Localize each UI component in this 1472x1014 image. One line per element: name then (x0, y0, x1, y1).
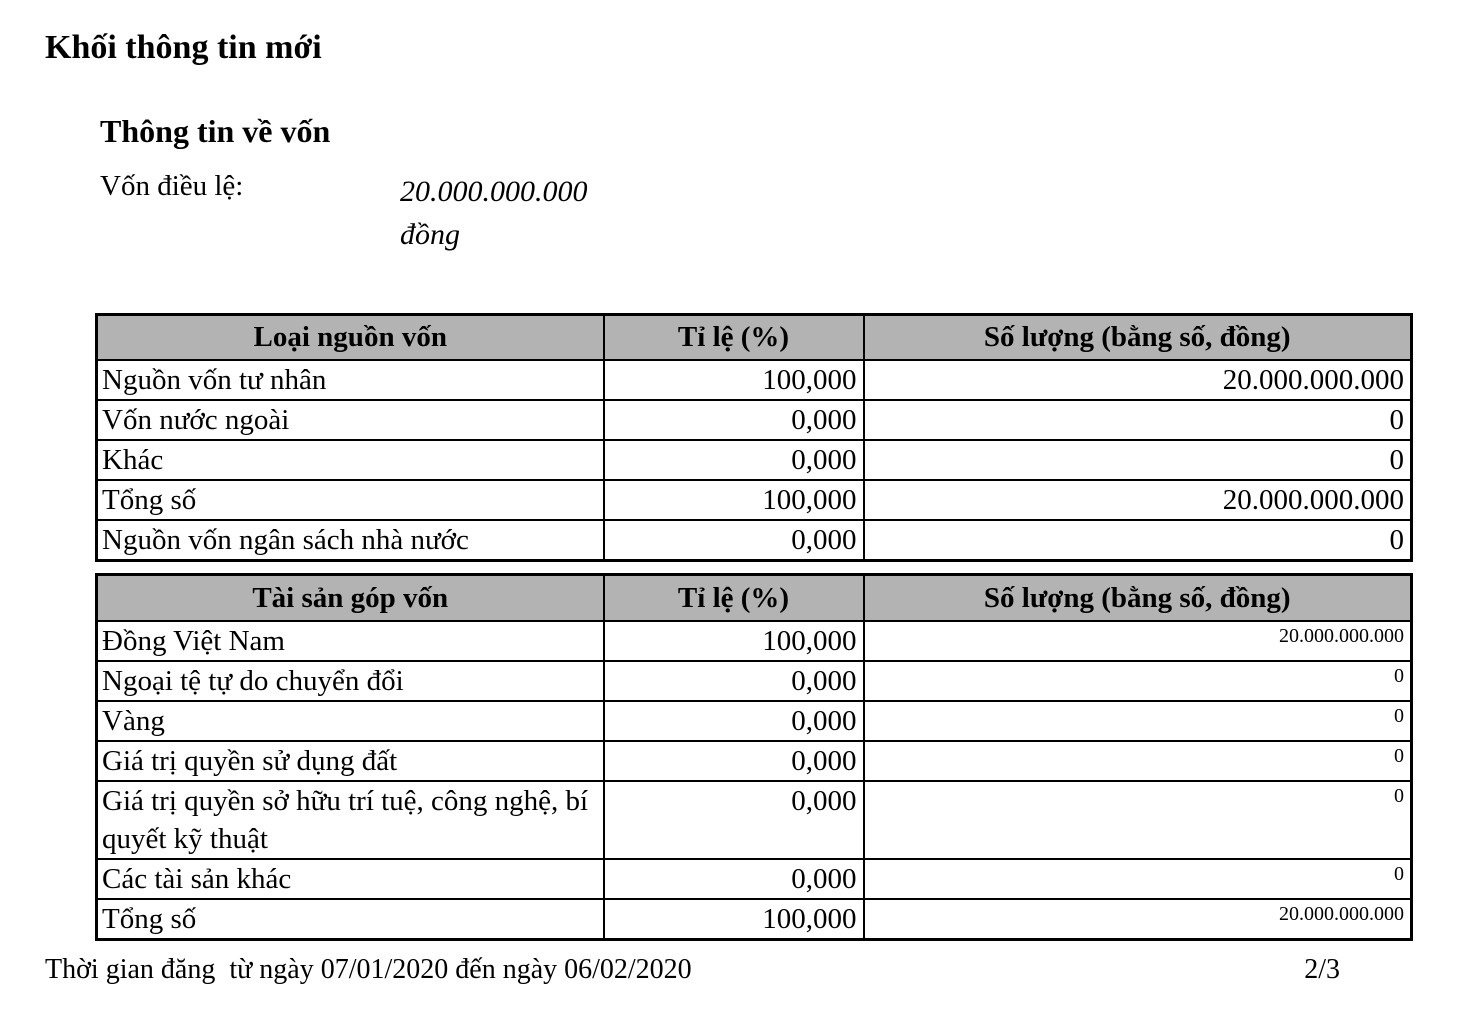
row-label: Tổng số (97, 480, 604, 520)
page-title: Khối thông tin mới (45, 29, 322, 66)
row-ratio: 0,000 (604, 701, 864, 741)
row-ratio: 0,000 (604, 781, 864, 859)
table-row (97, 661, 1412, 701)
column-header-amount: Số lượng (bằng số, đồng) (864, 314, 1412, 360)
column-header-ratio: Tỉ lệ (%) (604, 314, 864, 360)
section-title: Thông tin về vốn (100, 113, 331, 150)
table-row (97, 360, 1412, 400)
column-header-ratio: Tỉ lệ (%) (604, 575, 864, 621)
row-ratio: 0,000 (604, 741, 864, 781)
row-label: Giá trị quyền sở hữu trí tuệ, công nghệ, bí quyết kỹ thuật (97, 781, 604, 859)
row-label: Vàng (97, 701, 604, 741)
column-header-asset: Tài sản góp vốn (97, 575, 604, 621)
row-label: Vốn nước ngoài (97, 400, 604, 440)
row-ratio: 0,000 (604, 520, 864, 561)
row-amount: 0 (864, 781, 1412, 859)
row-label: Khác (97, 440, 604, 480)
table-row (97, 480, 1412, 520)
row-label: Ngoại tệ tự do chuyển đổi (97, 661, 604, 701)
charter-capital-row (100, 170, 1472, 257)
row-ratio: 0,000 (604, 859, 864, 899)
row-ratio: 100,000 (604, 360, 864, 400)
row-ratio: 0,000 (604, 440, 864, 480)
table-row (97, 859, 1412, 899)
contributed-assets-table (95, 573, 1413, 941)
column-header-amount: Số lượng (bằng số, đồng) (864, 575, 1412, 621)
charter-capital-value (400, 170, 588, 257)
row-ratio: 0,000 (604, 400, 864, 440)
row-amount: 0 (864, 520, 1412, 561)
table-row (97, 781, 1412, 859)
table-row (97, 520, 1412, 561)
row-amount: 0 (864, 661, 1412, 701)
row-amount: 0 (864, 701, 1412, 741)
column-header-capital-source: Loại nguồn vốn (97, 314, 604, 360)
row-label: Nguồn vốn tư nhân (97, 360, 604, 400)
row-label: Đồng Việt Nam (97, 621, 604, 661)
page-footer (0, 941, 1472, 986)
table-row (97, 440, 1412, 480)
row-ratio: 100,000 (604, 621, 864, 661)
row-ratio: 100,000 (604, 480, 864, 520)
row-label: Giá trị quyền sử dụng đất (97, 741, 604, 781)
row-amount: 0 (864, 741, 1412, 781)
capital-source-table (95, 313, 1413, 563)
table-row (97, 741, 1412, 781)
charter-capital-label: Vốn điều lệ: (100, 169, 244, 202)
row-amount: 20.000.000.000 (864, 360, 1412, 400)
publication-period: Thời gian đăng từ ngày 07/01/2020 đến ngày 06/02/2020 (45, 953, 692, 985)
row-ratio: 100,000 (604, 899, 864, 940)
table-header-row (97, 314, 1412, 360)
table-row (97, 899, 1412, 940)
charter-capital-unit: đồng (400, 218, 460, 252)
row-amount: 0 (864, 400, 1412, 440)
row-amount: 20.000.000.000 (864, 621, 1412, 661)
row-label: Các tài sản khác (97, 859, 604, 899)
charter-capital-amount: 20.000.000.000 (400, 174, 588, 208)
table-row (97, 400, 1412, 440)
table-row (97, 701, 1412, 741)
table-header-row (97, 575, 1412, 621)
table-row (97, 621, 1412, 661)
row-amount: 0 (864, 859, 1412, 899)
row-amount: 20.000.000.000 (864, 480, 1412, 520)
row-amount: 0 (864, 440, 1412, 480)
row-label: Nguồn vốn ngân sách nhà nước (97, 520, 604, 561)
page-number: 2/3 (1304, 953, 1340, 985)
row-label: Tổng số (97, 899, 604, 940)
row-amount: 20.000.000.000 (864, 899, 1412, 940)
row-ratio: 0,000 (604, 661, 864, 701)
